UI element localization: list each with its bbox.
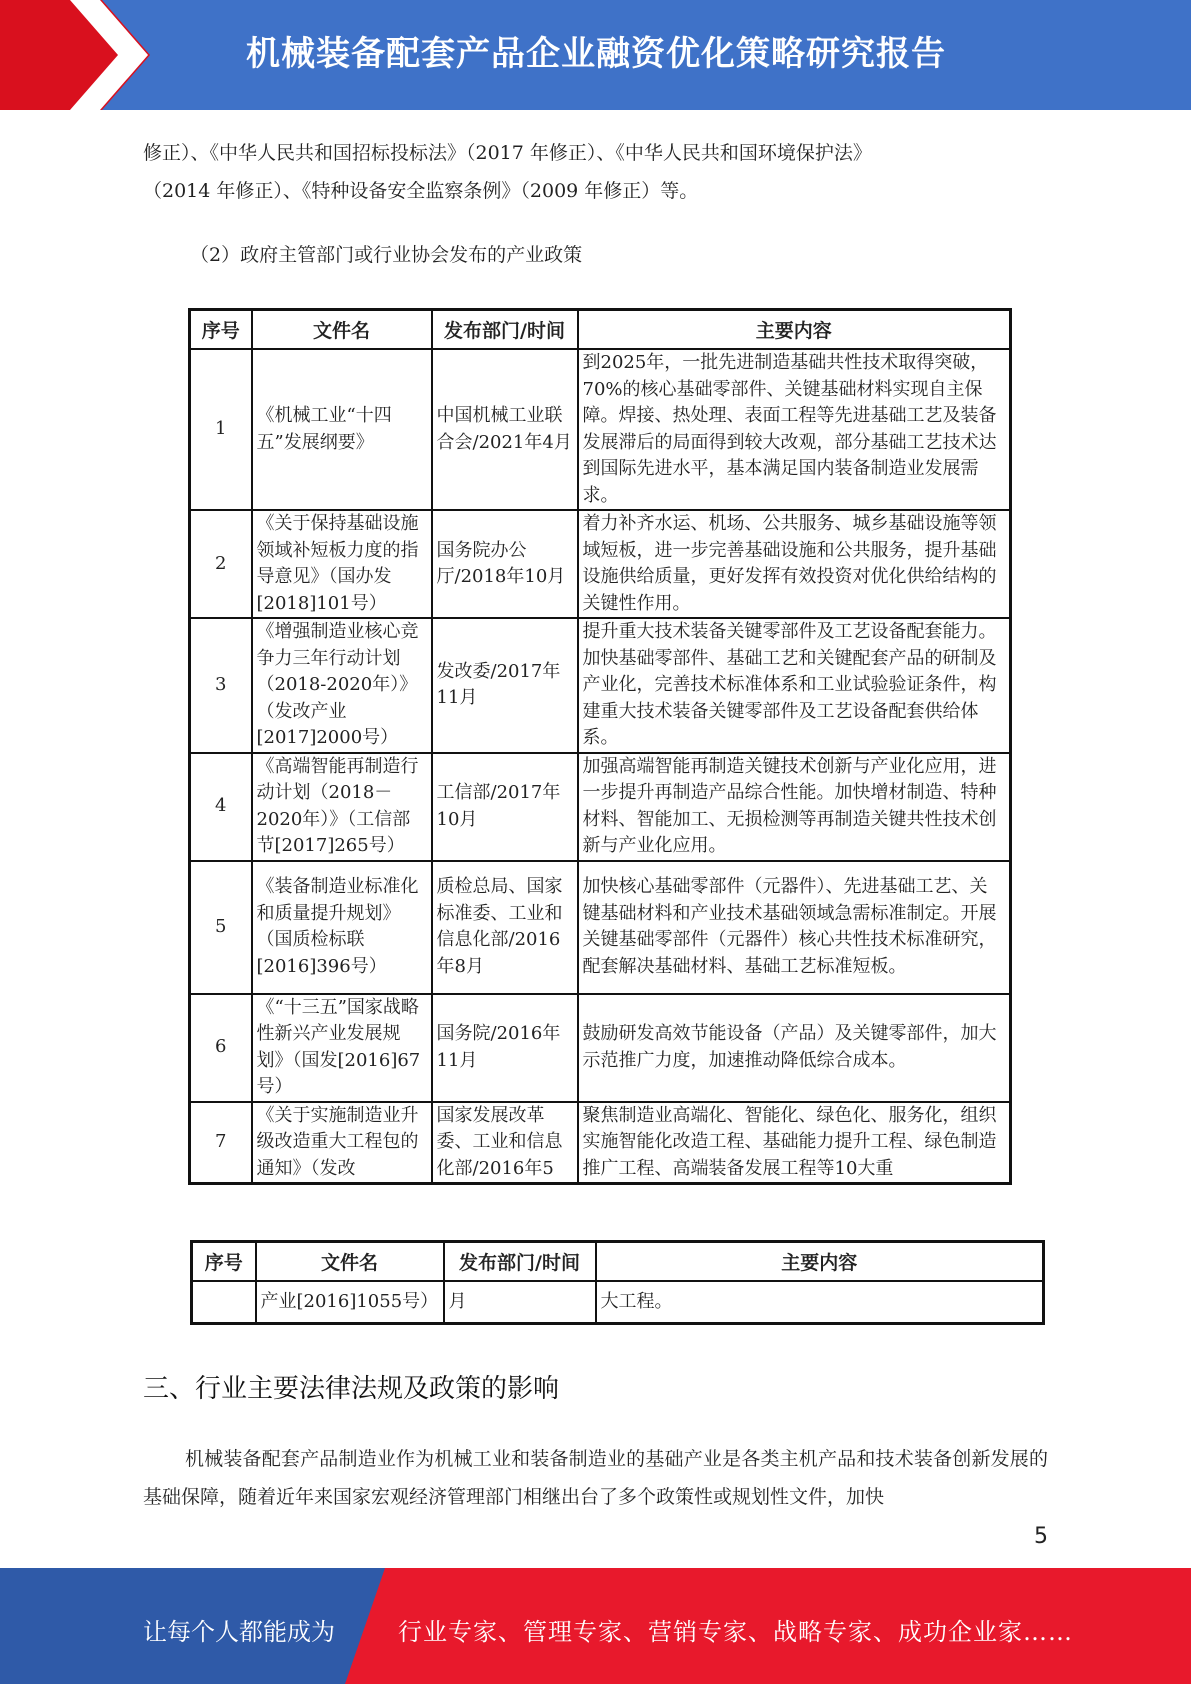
- row-no: 6: [190, 994, 252, 1102]
- table-row: [190, 861, 1011, 994]
- row-name: 《“十三五”国家战略性新兴产业发展规划》（国发[2016]67号）: [252, 994, 432, 1102]
- row-dept: 质检总局、国家标准委、工业和信息化部/2016年8月: [432, 861, 578, 994]
- header-no: 序号: [190, 310, 252, 350]
- table-row: [190, 994, 1011, 1102]
- table-row: [190, 1102, 1011, 1184]
- page-footer: [0, 1568, 1191, 1684]
- row-no: 3: [190, 618, 252, 753]
- page-header: [0, 0, 1191, 110]
- row-no: 4: [190, 753, 252, 861]
- intro-line-1: 修正）、《中华人民共和国招标投标法》（2017 年修正）、《中华人民共和国环境保护法》: [143, 142, 872, 164]
- row-content: 加强高端智能再制造关键技术创新与产业化应用，进一步提升再制造产品综合性能。加快增材制造、特种材料、智能加工、无损检测等再制造关键共性技术创新与产业化应用。: [578, 753, 1011, 861]
- table-row: [190, 618, 1011, 753]
- intro-line-2: （2014 年修正）、《特种设备安全监察条例》（2009 年修正）等。: [143, 180, 699, 202]
- row-no: 1: [190, 349, 252, 510]
- row-content: 加快核心基础零部件（元器件）、先进基础工艺、关键基础材料和产业技术基础领域急需标准制定。开展关键基础零部件（元器件）核心共性技术标准研究，配套解决基础材料、基础工艺标准短板。: [578, 861, 1011, 994]
- row-content: 着力补齐水运、机场、公共服务、城乡基础设施等领域短板，进一步完善基础设施和公共服务，提升基础设施供给质量，更好发挥有效投资对优化供给结构的关键性作用。: [578, 510, 1011, 618]
- section-heading: 三、行业主要法律法规及政策的影响: [143, 1374, 560, 1404]
- row-no: [192, 1281, 256, 1324]
- header-no: 序号: [192, 1242, 256, 1282]
- header-content: 主要内容: [596, 1242, 1044, 1282]
- row-dept: 中国机械工业联合会/2021年4月: [432, 349, 578, 510]
- policy-subheading: （2）政府主管部门或行业协会发布的产业政策: [190, 244, 583, 266]
- row-name: 《高端智能再制造行动计划（2018－2020年）》（工信部节[2017]265号）: [252, 753, 432, 861]
- report-title: 机械装备配套产品企业融资优化策略研究报告: [246, 34, 946, 74]
- row-dept: 国务院办公厅/2018年10月: [432, 510, 578, 618]
- table-row: [190, 753, 1011, 861]
- page-number: 5: [1034, 1524, 1048, 1549]
- row-dept: 工信部/2017年10月: [432, 753, 578, 861]
- table-header-row: [192, 1242, 1044, 1282]
- table-row: [190, 349, 1011, 510]
- table-row: [192, 1281, 1044, 1324]
- row-content: 到2025年，一批先进制造基础共性技术取得突破，70%的核心基础零部件、关键基础材料实现自主保障。焊接、热处理、表面工程等先进基础工艺及装备发展滞后的局面得到较大改观，部分基础工艺技术达到国际先进水平，基本满足国内装备制造业发展需求。: [578, 349, 1011, 510]
- row-name: 《机械工业“十四五”发展纲要》: [252, 349, 432, 510]
- row-no: 7: [190, 1102, 252, 1184]
- row-content: 聚焦制造业高端化、智能化、绿色化、服务化，组织实施智能化改造工程、基础能力提升工程、绿色制造推广工程、高端装备发展工程等10大重: [578, 1102, 1011, 1184]
- row-name: 产业[2016]1055号）: [256, 1281, 444, 1324]
- row-no: 2: [190, 510, 252, 618]
- row-content: 大工程。: [596, 1281, 1044, 1324]
- footer-slogan-left: 让每个人都能成为: [143, 1618, 335, 1646]
- footer-slogan-right: 行业专家、管理专家、营销专家、战略专家、成功企业家……: [398, 1618, 1073, 1646]
- row-name: 《关于保持基础设施领域补短板力度的指导意见》（国办发[2018]101号）: [252, 510, 432, 618]
- intro-paragraph: [143, 134, 1048, 210]
- row-name: 《增强制造业核心竞争力三年行动计划（2018-2020年）》（发改产业[2017]2000号）: [252, 618, 432, 753]
- row-dept: 发改委/2017年11月: [432, 618, 578, 753]
- header-name: 文件名: [256, 1242, 444, 1282]
- row-content: 鼓励研发高效节能设备（产品）及关键零部件，加大示范推广力度，加速推动降低综合成本。: [578, 994, 1011, 1102]
- row-dept: 国务院/2016年11月: [432, 994, 578, 1102]
- red-chevron-decoration: [0, 0, 160, 110]
- row-no: 5: [190, 861, 252, 994]
- row-dept: 国家发展改革委、工业和信息化部/2016年5: [432, 1102, 578, 1184]
- section-body: 机械装备配套产品制造业作为机械工业和装备制造业的基础产业是各类主机产品和技术装备创新发展的基础保障，随着近年来国家宏观经济管理部门相继出台了多个政策性或规划性文件，加快: [143, 1448, 1048, 1508]
- policy-table-continued: [190, 1240, 1045, 1325]
- row-content: 提升重大技术装备关键零部件及工艺设备配套能力。加快基础零部件、基础工艺和关键配套产品的研制及产业化，完善技术标准体系和工业试验验证条件，构建重大技术装备关键零部件及工艺设备配套供给体系。: [578, 618, 1011, 753]
- header-content: 主要内容: [578, 310, 1011, 350]
- header-name: 文件名: [252, 310, 432, 350]
- row-dept: 月: [444, 1281, 596, 1324]
- row-name: 《装备制造业标准化和质量提升规划》（国质检标联[2016]396号）: [252, 861, 432, 994]
- row-name: 《关于实施制造业升级改造重大工程包的通知》（发改: [252, 1102, 432, 1184]
- header-dept: 发布部门/时间: [444, 1242, 596, 1282]
- header-dept: 发布部门/时间: [432, 310, 578, 350]
- table-row: [190, 510, 1011, 618]
- table-header-row: [190, 310, 1011, 350]
- policy-table: [188, 308, 1012, 1185]
